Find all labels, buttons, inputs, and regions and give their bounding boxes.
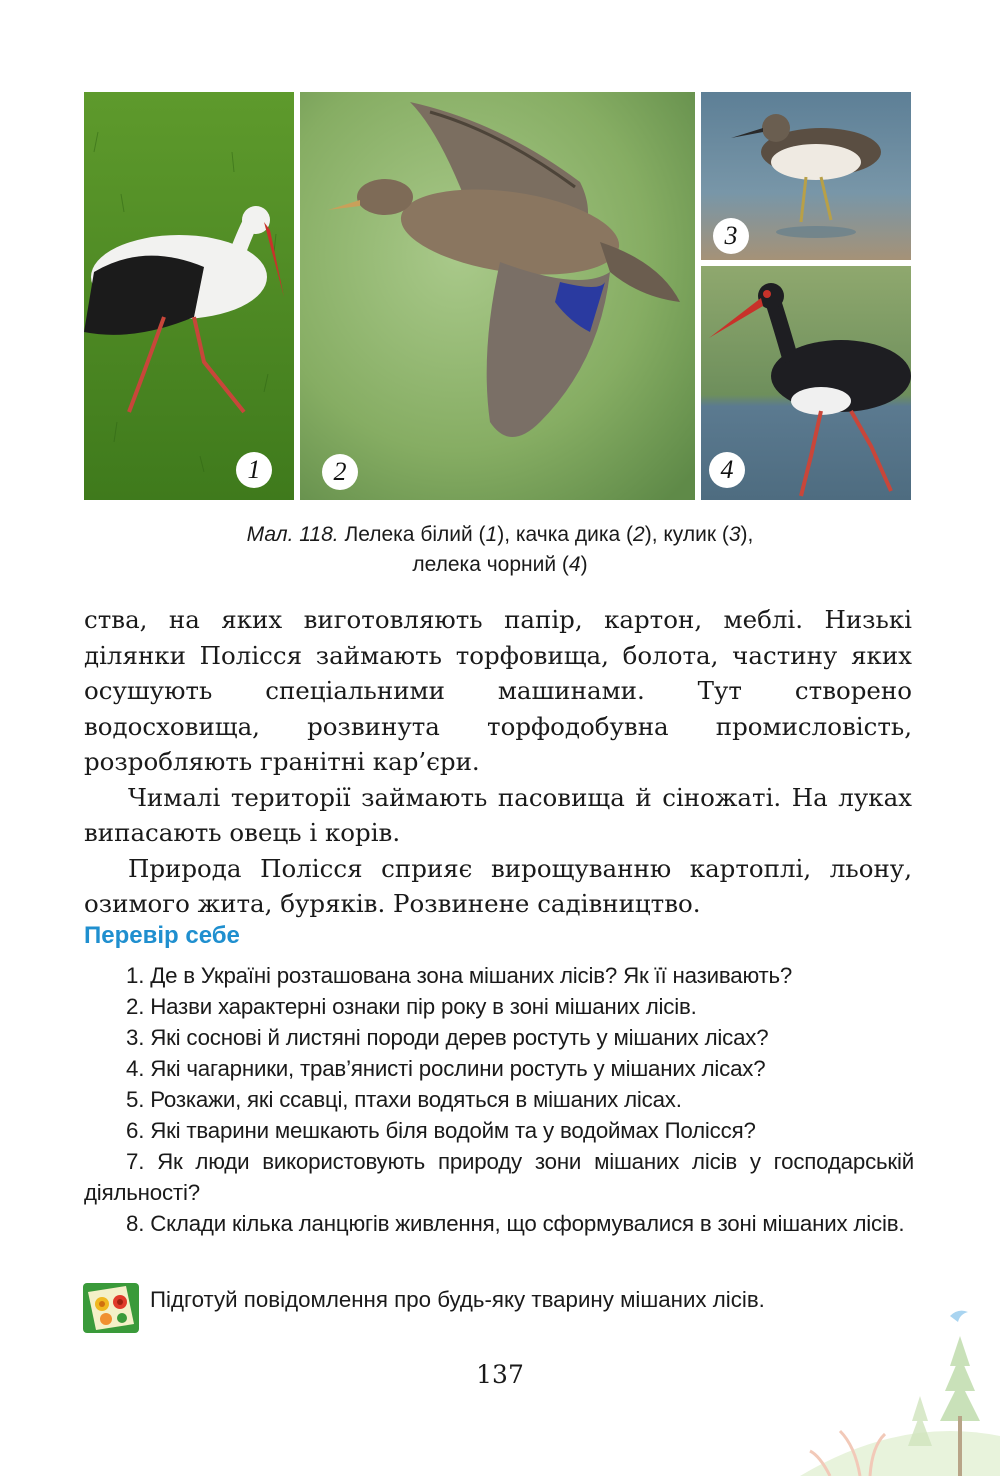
black-stork-photo xyxy=(701,266,911,500)
mallard-duck-photo xyxy=(300,92,695,500)
question-item: 3. Які соснові й листяні породи дерев ростуть у мішаних лісах? xyxy=(126,1025,769,1050)
white-stork-photo xyxy=(84,92,294,500)
project-task-icon xyxy=(82,1282,140,1334)
photo-number-badge: 3 xyxy=(713,218,749,254)
sandpiper-photo xyxy=(701,92,911,260)
paragraph: Природа Полісся сприяє вирощуванню картоплі, льону, озимого жита, буряків. Розвинене садівництво. xyxy=(84,853,912,918)
figure-caption xyxy=(0,520,1000,580)
body-text xyxy=(84,602,912,922)
caption-line-1: Мал. 118. Лелека білий (1), качка дика (2), кулик (3), xyxy=(246,523,754,546)
photo-number-badge: 2 xyxy=(322,454,358,490)
photo-number-badge: 4 xyxy=(709,452,745,488)
question-item: 8. Склади кілька ланцюгів живлення, що сформувалися в зоні мішаних лісів. xyxy=(126,1211,905,1236)
decorative-plants-icon xyxy=(800,1296,1000,1476)
question-item: 6. Які тварини мешкають біля водойм та у водоймах Полісся? xyxy=(126,1118,756,1143)
page-number: 137 xyxy=(476,1360,524,1389)
question-item: 2. Назви характерні ознаки пір року в зоні мішаних лісів. xyxy=(126,994,697,1019)
question-item: 4. Які чагарники, трав’янисті рослини ростуть у мішаних лісах? xyxy=(126,1056,766,1081)
paragraph: Чималі території займають пасовища й сіножаті. На луках випасають овець і корів. xyxy=(84,782,912,847)
photo-number-badge: 1 xyxy=(236,452,272,488)
section-title: Перевір себе xyxy=(84,922,240,949)
question-list xyxy=(84,960,914,1239)
question-item: 1. Де в Україні розташована зона мішаних лісів? Як її називають? xyxy=(126,963,793,988)
task-text: Підготуй повідомлення про будь-яку тварину мішаних лісів. xyxy=(150,1287,765,1312)
question-item: 5. Розкажи, які ссавці, птахи водяться в мішаних лісах. xyxy=(126,1087,682,1112)
caption-line-2: лелека чорний (4) xyxy=(412,553,588,576)
paragraph: ства, на яких виготовляють папір, картон, меблі. Низькі ділянки Полісся займають торфовища, болота, частину яких осушують спеціальними машинами. Тут створено водосховища, розвинута торфодобувна промисловість, розробляють гранітні кар’єри. xyxy=(84,605,912,776)
question-item: 7. Як люди використовують природу зони мішаних лісів у господарській діяльності? xyxy=(84,1149,914,1205)
